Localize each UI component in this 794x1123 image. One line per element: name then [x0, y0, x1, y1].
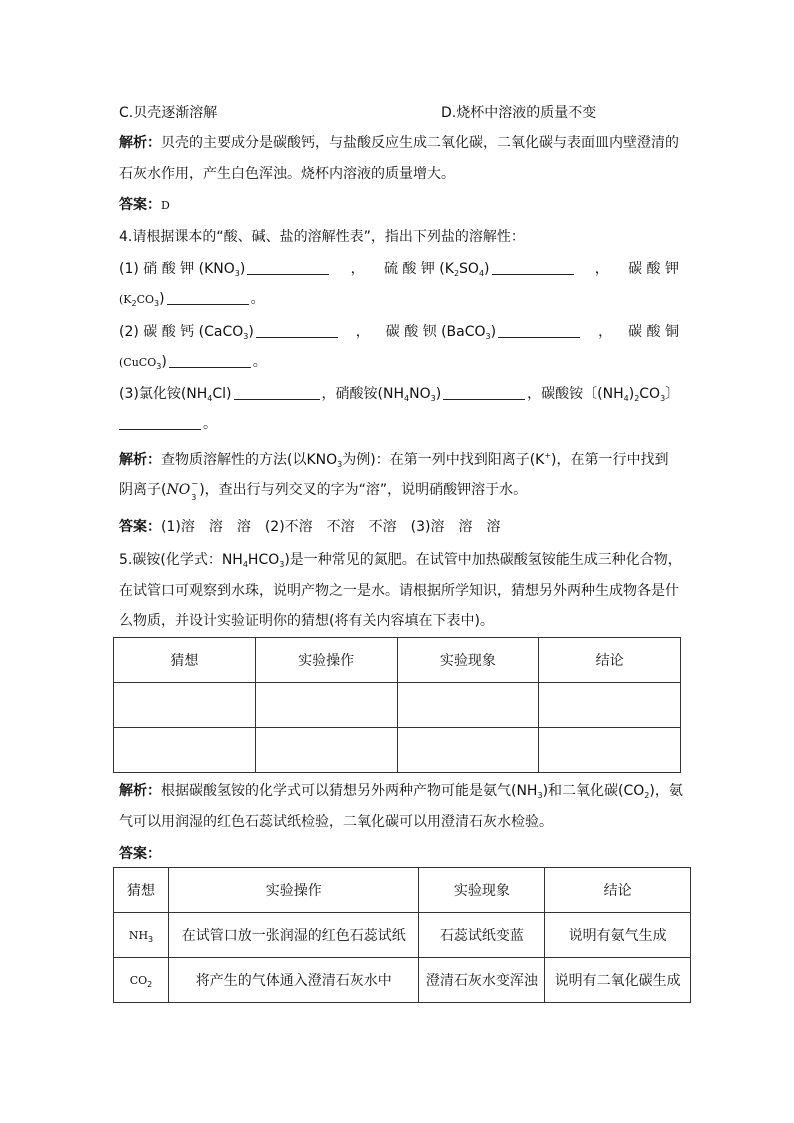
salt-label: (CuCO: [119, 356, 157, 369]
q4-row3-cont: [119, 414, 679, 434]
q4-answer: [119, 517, 679, 537]
analysis-text: 阴离子(: [119, 482, 167, 498]
analysis-label: 解析：: [119, 783, 161, 799]
table-row: [114, 958, 691, 1003]
table-cell[interactable]: [114, 728, 256, 773]
q4-analysis-line2: [119, 480, 679, 500]
salt-label: NO: [409, 386, 431, 402]
formula: NH: [128, 928, 149, 942]
table-row: [114, 913, 691, 958]
blank-answer-table: [113, 637, 681, 773]
table-header-row: [114, 868, 691, 913]
subscript: 3: [660, 394, 666, 403]
salt-label: Cl): [212, 386, 232, 402]
comma: ，: [355, 324, 370, 340]
answer-table: [113, 867, 691, 1003]
analysis-text: )和二氧化碳(CO: [542, 783, 645, 799]
period: 。: [250, 291, 265, 307]
q4-analysis-line1: [119, 446, 679, 475]
analysis-text: )，查出行与列交叉的字为“溶”，说明硝酸钾溶于水。: [199, 482, 528, 498]
answer-label: 答案：: [119, 197, 161, 213]
operation-cell: 在试管口放一张润湿的红色石蕊试纸: [168, 913, 419, 958]
answer-blank[interactable]: [498, 323, 580, 338]
subscript: 2: [453, 269, 460, 278]
answer-blank[interactable]: [443, 385, 525, 400]
superscript: +: [544, 451, 552, 460]
answer-blank[interactable]: [119, 415, 201, 430]
analysis-text: 石灰水作用，产生白色浑浊。烧杯内溶液的质量增大。: [119, 166, 455, 182]
comma: ，: [527, 386, 542, 402]
comma: ，: [594, 261, 609, 277]
salt-label: 硫 酸 钾 (K: [383, 261, 454, 277]
answer-blank[interactable]: [492, 260, 574, 275]
q4-row2: (2) 碳 酸 钙 (CaCO$_3$) ， 碳 酸 钡 (BaCO$_3$) ， 碳 酸 铜: [119, 322, 679, 347]
salt-label: (3)氯化铵(NH: [119, 386, 208, 402]
q5-answer-label: [119, 844, 679, 864]
guess-cell: [114, 958, 169, 1003]
salt-label: (K: [119, 293, 132, 306]
q5-stem-line3: [119, 611, 679, 631]
phenomenon-cell: 石蕊试纸变蓝: [419, 913, 545, 958]
period: 。: [252, 354, 267, 370]
header-operation: 实验操作: [168, 868, 419, 913]
guess-cell: [114, 913, 169, 958]
header-phenomenon: 实验现象: [397, 638, 539, 683]
answer-blank[interactable]: [167, 290, 249, 305]
subscript: 3: [156, 362, 162, 371]
subscript: 3: [154, 299, 160, 308]
subscript: 3: [537, 791, 543, 800]
analysis-label: 解析：: [119, 135, 161, 151]
q5-stem-line1: [119, 550, 682, 575]
table-cell[interactable]: [539, 683, 681, 728]
header-operation: 实验操作: [255, 638, 397, 683]
option-c: C.贝壳逐渐溶解: [119, 105, 218, 121]
answer-value: (1)溶 溶 溶 (2)不溶 不溶 不溶 (3)溶 溶 溶: [161, 519, 501, 535]
header-guess: 猜想: [114, 868, 169, 913]
table-cell[interactable]: [397, 683, 539, 728]
subscript: 2: [634, 394, 640, 403]
comma: ，: [350, 261, 365, 277]
q3-analysis-line1: [119, 133, 679, 153]
subscript: 3: [234, 269, 240, 278]
table-cell[interactable]: [539, 728, 681, 773]
analysis-text: 气可以用润湿的红色石蕊试纸检验，二氧化碳可以用澄清石灰水检验。: [119, 814, 553, 830]
superscript: −: [191, 479, 198, 488]
salt-label: CO: [639, 386, 661, 402]
q4-row1-cont: $(K_2CO_3)$ 。: [119, 291, 265, 308]
table-cell[interactable]: [397, 728, 539, 773]
subscript: 2: [644, 791, 650, 800]
salt-label: 碳酸铵〔(NH: [541, 386, 624, 402]
table-row: [114, 728, 681, 773]
q5-analysis-line1: [119, 781, 683, 806]
answer-blank[interactable]: [234, 385, 320, 400]
header-conclusion: 结论: [545, 868, 691, 913]
subscript: 3: [337, 460, 343, 469]
q5-analysis-line2: [119, 812, 679, 832]
question-stem: )是一种常见的氮肥。在试管中加热碳酸氢铵能生成三种化合物，: [284, 552, 682, 568]
option-d: D.烧杯中溶液的质量不变: [441, 105, 597, 121]
subscript: 3: [279, 560, 285, 569]
subscript: 3: [430, 394, 436, 403]
table-header-row: [114, 638, 681, 683]
subscript: 4: [242, 560, 248, 569]
salt-label: 碳 酸 钾: [628, 261, 679, 277]
answer-blank[interactable]: [169, 353, 251, 368]
q3-analysis-line2: [119, 164, 679, 184]
answer-blank[interactable]: [247, 260, 329, 275]
period: 。: [203, 416, 217, 432]
salt-label: 〕: [665, 386, 680, 402]
q4-stem: [119, 227, 679, 247]
subscript: 4: [478, 269, 485, 278]
salt-label: 硝酸铵(NH: [335, 386, 404, 402]
subscript: 4: [207, 394, 213, 403]
salt-label: (1) 硝 酸 钾 (KNO: [119, 261, 235, 277]
comma: ，: [321, 386, 336, 402]
analysis-text: 为例)：在第一列中找到阳离子(K: [342, 452, 545, 468]
table-row: [114, 683, 681, 728]
subscript: 2: [147, 979, 153, 989]
subscript: 3: [191, 493, 197, 502]
analysis-text: )，氨: [649, 783, 683, 799]
analysis-text: 查物质溶解性的方法(以KNO: [161, 452, 338, 468]
options-row: [119, 103, 679, 123]
analysis-text: 根据碳酸氢铵的化学式可以猜想另外两种产物可能是氨气(NH: [161, 783, 538, 799]
table-cell[interactable]: [255, 683, 397, 728]
table-cell[interactable]: [114, 683, 256, 728]
subscript: 4: [623, 394, 629, 403]
q3-answer: [119, 195, 679, 216]
q4-row1: (1) 硝 酸 钾 $(KNO_3)$ ， 硫 酸 钾 $(K_2SO_4)$ ， 碳 酸 钾: [119, 259, 679, 284]
analysis-text: 贝壳的主要成分是碳酸钙，与盐酸反应生成二氧化碳，二氧化碳与表面皿内壁澄清的: [161, 135, 679, 151]
subscript: 3: [485, 332, 491, 341]
conclusion-cell: 说明有氨气生成: [545, 913, 691, 958]
subscript: 2: [131, 299, 137, 308]
comma: ，: [598, 324, 613, 340]
answer-value: D: [161, 199, 170, 212]
nitrate-ion: NO: [166, 482, 191, 498]
subscript: 3: [148, 934, 154, 944]
subscript: 4: [404, 394, 410, 403]
operation-cell: 将产生的气体通入澄清石灰水中: [168, 958, 419, 1003]
question-stem: 在试管口可观察到水珠，说明产物之一是水。请根据所学知识，猜想另外两种生成物各是什: [119, 583, 679, 599]
salt-label: 碳 酸 钡 (BaCO: [385, 324, 486, 340]
q4-row2-cont: (CuCO$_3$) 。: [119, 354, 267, 371]
question-stem: HCO: [247, 552, 280, 568]
phenomenon-cell: 澄清石灰水变浑浊: [419, 958, 545, 1003]
conclusion-cell: 说明有二氧化碳生成: [545, 958, 691, 1003]
question-stem: 5.碳铵(化学式：NH: [119, 552, 243, 568]
analysis-label: 解析：: [119, 452, 161, 468]
q4-row3: (3)氯化铵$(NH_4Cl)$ ，硝酸铵$(NH_4NO_3)$ ，碳酸铵〔$(NH_4)_2CO_3$〕: [119, 386, 680, 403]
analysis-text: )，在第一行中找到: [551, 452, 669, 468]
subscript: 3: [243, 332, 249, 341]
question-stem: 4.请根据课本的“酸、碱、盐的溶解性表”，指出下列盐的溶解性：: [119, 229, 525, 245]
answer-label: 答案：: [119, 519, 161, 535]
header-guess: 猜想: [114, 638, 256, 683]
answer-blank[interactable]: [256, 323, 338, 338]
q5-stem-line2: [119, 581, 679, 601]
answer-label: 答案：: [119, 846, 161, 862]
salt-label: (2) 碳 酸 钙 (CaCO: [119, 324, 244, 340]
question-stem: 么物质，并设计实验证明你的猜想(将有关内容填在下表中)。: [119, 613, 494, 629]
salt-label: 碳 酸 铜: [628, 324, 679, 340]
header-conclusion: 结论: [539, 638, 681, 683]
header-phenomenon: 实验现象: [419, 868, 545, 913]
ion-charge: [190, 479, 199, 502]
formula: CO: [129, 973, 148, 987]
table-cell[interactable]: [255, 728, 397, 773]
